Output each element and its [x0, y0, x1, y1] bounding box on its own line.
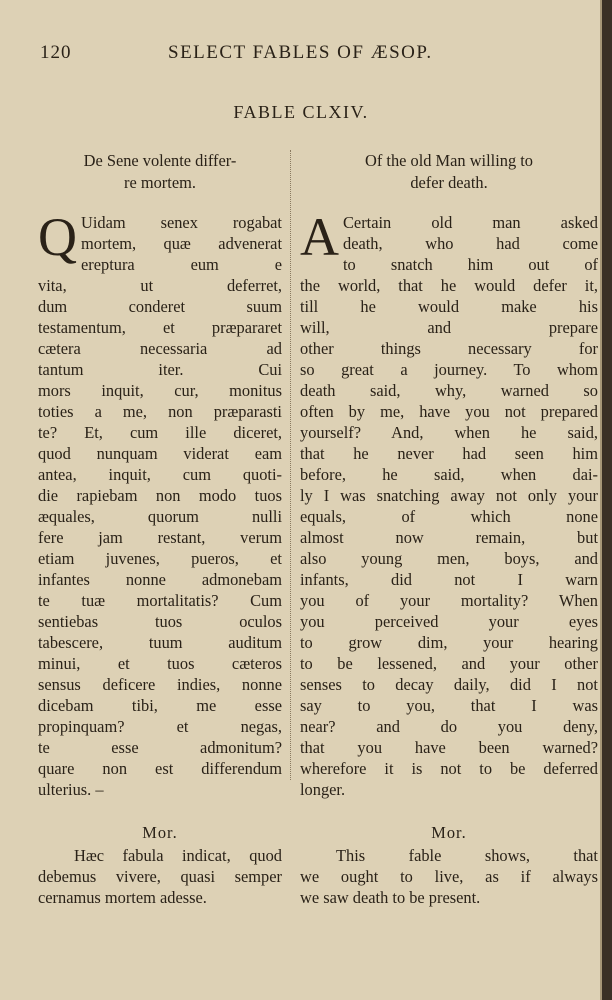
english-body-line: that you have been warned? [300, 738, 598, 757]
latin-body-line: mortem, quæ advenerat [81, 234, 282, 253]
latin-body-line: quod nunquam viderat eam [38, 444, 282, 463]
latin-body-line: dicebam tibi, me esse [38, 696, 282, 715]
english-body-line: to be lessened, and your other [300, 654, 598, 673]
latin-body [38, 207, 282, 800]
page-number: 120 [40, 42, 72, 63]
english-body-line: to snatch him out of [343, 255, 598, 274]
english-body-line: wherefore it is not to be deferred [300, 759, 598, 778]
latin-body-line: te? Et, cum ille diceret, [38, 423, 282, 442]
latin-moral-heading: Mor. [142, 823, 178, 842]
english-moral-line: we saw death to be present. [300, 888, 481, 907]
latin-title [38, 150, 282, 194]
latin-body-line: sensus deficere indies, nonne [38, 675, 282, 694]
english-moral-line: This fable shows, that [336, 846, 598, 865]
latin-body-line: propinquam? et negas, [38, 717, 282, 736]
english-body [300, 207, 598, 800]
latin-moral-line: cernamus mortem adesse. [38, 888, 207, 907]
english-body-line: death said, why, warned so [300, 381, 598, 400]
english-body-line: senses to decay daily, did I not [300, 675, 598, 694]
latin-body-line: antea, inquit, cum quoti- [38, 465, 282, 484]
latin-body-line: quare non est differendum [38, 759, 282, 778]
english-body-line: ly I was snatching away not only your [300, 486, 598, 505]
english-moral [300, 845, 598, 908]
english-body-line: to grow dim, your hearing [300, 633, 598, 652]
english-body-line: yourself? And, when he said, [300, 423, 598, 442]
latin-body-line: mors inquit, cur, monitus [38, 381, 282, 400]
latin-body-line: ereptura eum e [81, 255, 282, 274]
latin-title-line: De Sene volente differ- [83, 151, 237, 170]
english-body-line: also young men, boys, and [300, 549, 598, 568]
english-body-line: death, who had come [343, 234, 598, 253]
english-moral-heading: Mor. [431, 823, 467, 842]
latin-body-line: Uidam senex rogabat [81, 213, 282, 232]
latin-body-line: etiam juvenes, pueros, et [38, 549, 282, 568]
latin-body-line: fere jam restant, verum [38, 528, 282, 547]
latin-body-line: ulterius. – [38, 780, 104, 799]
book-spine-edge [602, 0, 612, 1000]
english-body-line: infants, did not I warn [300, 570, 598, 589]
english-title-line: defer death. [410, 173, 488, 192]
running-title: SELECT FABLES OF ÆSOP. [168, 42, 433, 63]
latin-body-line: infantes nonne admonebam [38, 570, 282, 589]
latin-moral [38, 845, 282, 908]
english-dropcap: A [300, 207, 339, 267]
english-body-line: often by me, have you not prepared [300, 402, 598, 421]
english-body-line: you perceived your eyes [300, 612, 598, 631]
english-body-line: will, and prepare [300, 318, 598, 337]
english-title-line: Of the old Man willing to [365, 151, 533, 170]
latin-dropcap: Q [38, 207, 77, 267]
latin-body-line: testamentum, et præpararet [38, 318, 282, 337]
latin-title-line: re mortem. [124, 173, 196, 192]
english-body-line: you of your mortality? When [300, 591, 598, 610]
latin-body-line: toties a me, non præparasti [38, 402, 282, 421]
english-body-line: the world, that he would defer it, [300, 276, 598, 295]
latin-body-line: tabescere, tuum auditum [38, 633, 282, 652]
english-body-line: equals, of which none [300, 507, 598, 526]
latin-body-line: te esse admonitum? [38, 738, 282, 757]
latin-body-line: cætera necessaria ad [38, 339, 282, 358]
english-body-line: till he would make his [300, 297, 598, 316]
page-header [40, 38, 595, 68]
latin-moral-line: Hæc fabula indicat, quod [74, 846, 282, 865]
english-body-line: Certain old man asked [343, 213, 598, 232]
latin-body-line: minui, et tuos cæteros [38, 654, 282, 673]
latin-body-line: æquales, quorum nulli [38, 507, 282, 526]
english-body-line: other things necessary for [300, 339, 598, 358]
english-body-line: before, he said, when dai- [300, 465, 598, 484]
english-body-line: near? and do you deny, [300, 717, 598, 736]
latin-body-line: tantum iter. Cui [38, 360, 282, 379]
fable-title: FABLE CLXIV. [233, 102, 369, 122]
english-moral-line: we ought to live, as if always [300, 867, 598, 886]
english-body-line: say to you, that I was [300, 696, 598, 715]
english-body-line: almost now remain, but [300, 528, 598, 547]
english-body-line: that he never had seen him [300, 444, 598, 463]
latin-body-line: sentiebas tuos oculos [38, 612, 282, 631]
latin-body-line: vita, ut deferret, [38, 276, 282, 295]
english-body-line: so great a journey. To whom [300, 360, 598, 379]
column-divider [290, 150, 291, 780]
latin-body-line: die rapiebam non modo tuos [38, 486, 282, 505]
english-title [300, 150, 598, 194]
english-body-line: longer. [300, 780, 346, 799]
latin-body-line: dum conderet suum [38, 297, 282, 316]
latin-column [38, 150, 282, 908]
latin-body-line: te tuæ mortalitatis? Cum [38, 591, 282, 610]
latin-moral-line: debemus vivere, quasi semper [38, 867, 282, 886]
english-column [300, 150, 598, 908]
